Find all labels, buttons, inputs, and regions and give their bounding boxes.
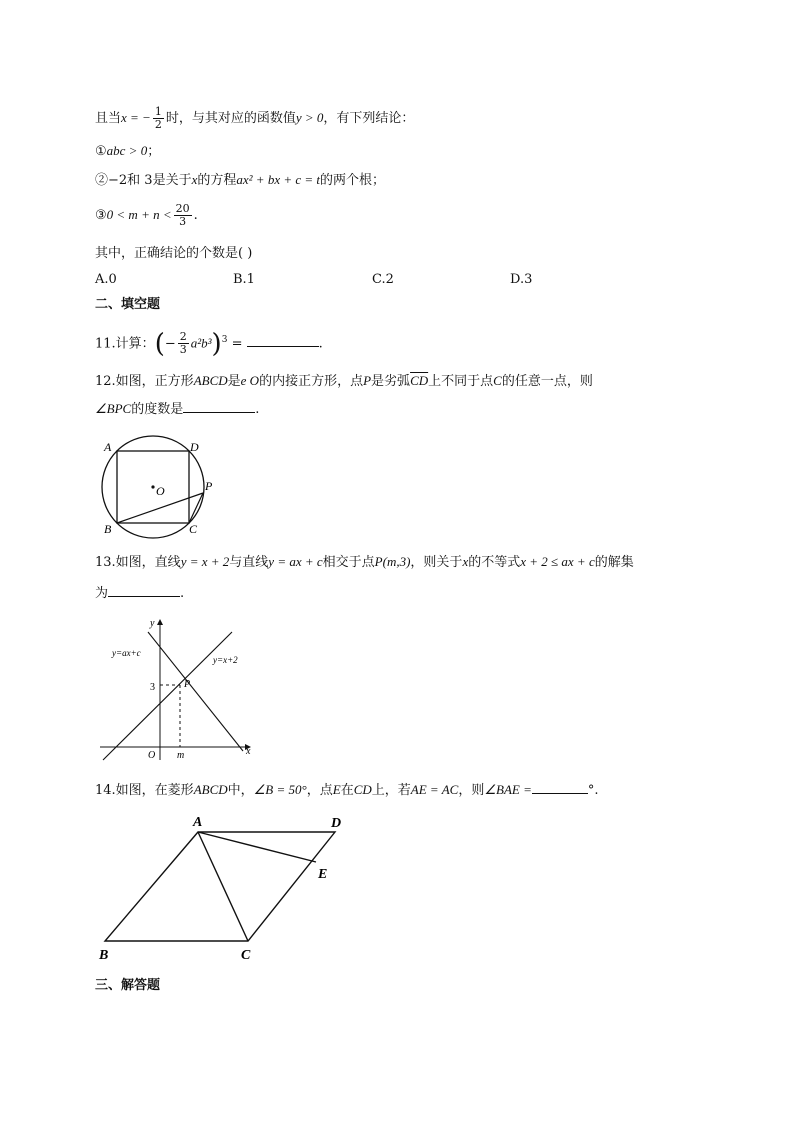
q13-line-2 [95, 584, 184, 604]
conclusion-number: ① [95, 144, 107, 159]
q10-conclusion-3 [95, 203, 198, 228]
label-b: B [104, 522, 112, 536]
q10-conclusion-2 [95, 170, 385, 191]
text: 相交于点 [322, 555, 375, 570]
text: . [180, 586, 185, 601]
math-angle: ∠B = 50° [253, 782, 307, 797]
answer-blank[interactable] [183, 400, 255, 413]
label-three: 3 [150, 682, 155, 693]
q10-question: 其中，正确结论的个数是( ) [95, 246, 253, 261]
label-x: x [246, 746, 251, 757]
text: 上，若 [371, 783, 411, 798]
q14-line [95, 780, 598, 801]
text: . [255, 402, 260, 417]
label-b: B [99, 948, 109, 963]
fraction-half [153, 106, 164, 131]
q10-conclusion-1 [95, 141, 160, 162]
text: −2和 3是关于 [108, 173, 192, 188]
fraction-20-3 [174, 203, 192, 228]
math-inequality: x + 2 ≤ ax + c [520, 554, 595, 569]
text: °. [587, 783, 599, 798]
text: ，则关于 [410, 555, 463, 570]
label-d: D [190, 440, 199, 454]
q12-line-1 [95, 371, 593, 392]
section-title-answer: 三、解答题 [95, 978, 161, 993]
text: ； [147, 144, 161, 159]
frac-den: 3 [179, 343, 187, 357]
text: . [193, 208, 198, 223]
text: 的方程 [197, 173, 237, 188]
label-line1: y=ax+c [112, 648, 141, 658]
text: 是 [227, 374, 241, 389]
text: . [318, 336, 323, 352]
segment-ae [198, 832, 316, 862]
label-o: O [148, 750, 156, 761]
math: E [332, 782, 341, 797]
q13-line-1 [95, 552, 634, 573]
segment-ac [198, 832, 248, 941]
math: 0 < m + n < [106, 207, 172, 222]
text: 在 [340, 783, 354, 798]
math: ABCD [193, 782, 228, 797]
q11-line [95, 328, 323, 359]
paren-left: ( [154, 328, 165, 359]
option-d: D.3 [510, 272, 533, 287]
minus-sign: − [164, 336, 176, 352]
text: 14.如图，在菱形 [95, 783, 194, 798]
option-a: A.0 [95, 272, 117, 287]
label-line2: y=x+2 [213, 655, 238, 665]
math: C [493, 373, 502, 388]
text: ，则 [458, 783, 485, 798]
option-c: C.2 [372, 272, 394, 287]
fraction-2-3 [178, 331, 189, 356]
label-m: m [177, 750, 185, 761]
exponent: 3 [221, 335, 228, 345]
text: 的解集 [594, 555, 634, 570]
frac-num: 2 [179, 330, 187, 344]
text: ，点 [306, 783, 333, 798]
math: e O [240, 373, 260, 388]
math-arc: $\overline{CD}$ [410, 373, 429, 388]
math-equation: ax² + bx + c = t [236, 172, 321, 187]
math-ask: ∠BAE = [484, 782, 532, 797]
math-condition: AE = AC [410, 782, 459, 797]
rhombus-abcd [105, 832, 335, 941]
conclusion-number: ② [95, 173, 109, 188]
label-p: P [205, 479, 213, 493]
label-d: D [331, 816, 342, 831]
label-e: E [318, 867, 328, 882]
paren-right: ) [211, 328, 222, 359]
text: 的内接正方形，点 [259, 374, 364, 389]
answer-blank[interactable] [532, 781, 588, 794]
label-c: C [241, 948, 251, 963]
math-x: x = − [121, 110, 151, 125]
math: y = x + 2 [180, 554, 230, 569]
option-b: B.1 [233, 272, 255, 287]
center-dot [151, 485, 154, 488]
text: 的不等式 [468, 555, 521, 570]
math: x [462, 554, 469, 569]
line-ax-c [148, 632, 243, 751]
math: y = ax + c [268, 554, 323, 569]
math: abc > 0 [106, 143, 148, 158]
text: 的任意一点，则 [501, 374, 593, 389]
text: 12.如图，正方形 [95, 374, 194, 389]
answer-blank[interactable] [247, 334, 319, 347]
text: 的两个根； [320, 173, 386, 188]
text: 与直线 [229, 555, 269, 570]
text: 中， [227, 783, 254, 798]
text: 上不同于点 [428, 374, 494, 389]
text: 的度数是 [131, 402, 184, 417]
q12-line-2 [95, 399, 259, 420]
label-o: O [156, 484, 165, 498]
label-y: y [150, 618, 155, 629]
q14-figure [95, 810, 360, 965]
section-title-fill-in: 二、填空题 [95, 297, 161, 312]
answer-blank[interactable] [108, 584, 180, 597]
text: 是劣弧 [371, 374, 411, 389]
equals: = [231, 336, 243, 352]
math: x [191, 172, 198, 187]
frac-num: 20 [175, 202, 190, 215]
text: 且当 [95, 111, 122, 126]
label-p: P [184, 679, 191, 690]
math-cond: y > 0 [295, 110, 324, 125]
math-monomial: a²b³ [190, 335, 212, 351]
text: ，有下列结论： [323, 111, 415, 126]
frac-den: 2 [154, 118, 162, 131]
math: CD [353, 782, 372, 797]
text: 13.如图，直线 [95, 555, 181, 570]
label-a: A [104, 440, 112, 454]
frac-den: 3 [179, 215, 187, 228]
math-angle: ∠BPC [95, 401, 132, 416]
math: ABCD [193, 373, 228, 388]
label-c: C [189, 522, 198, 536]
text: 时，与其对应的函数值 [165, 111, 296, 126]
math: P [363, 373, 372, 388]
q10-condition-line [95, 106, 414, 131]
text: 为 [95, 586, 109, 601]
q13-figure [98, 614, 256, 764]
label-a: A [193, 815, 203, 830]
text: 11.计算： [95, 336, 155, 352]
math-point: P(m,3) [374, 554, 411, 569]
frac-num: 1 [154, 105, 162, 118]
conclusion-number: ③ [95, 208, 107, 223]
q12-figure [98, 433, 223, 541]
